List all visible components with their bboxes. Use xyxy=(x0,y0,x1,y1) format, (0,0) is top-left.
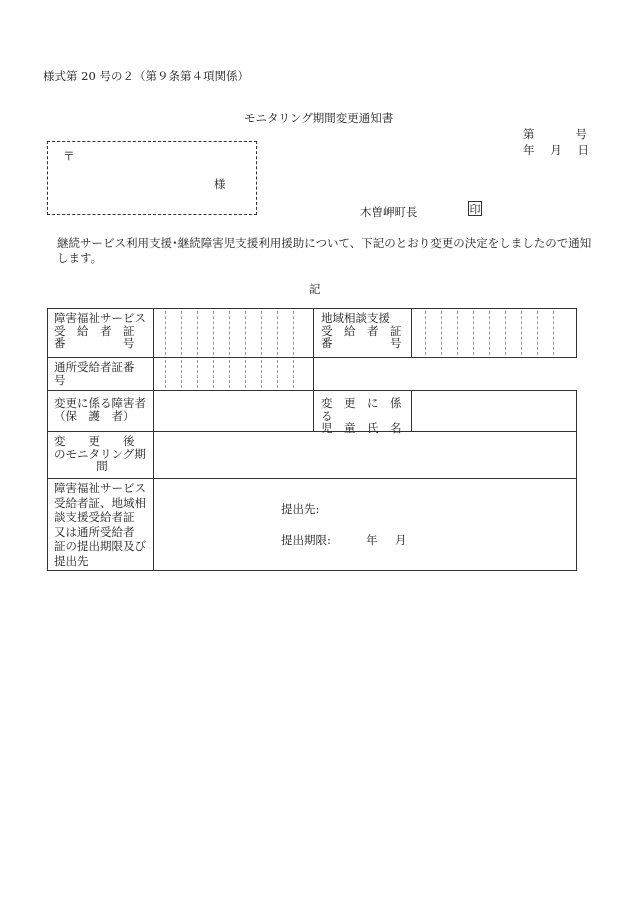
commute-cert-label-line1: 通所受給者証番 xyxy=(54,360,135,374)
deadline-month: 月 xyxy=(395,533,407,547)
seal-stamp: 印 xyxy=(469,203,481,216)
recipient-honorific: 様 xyxy=(214,177,226,191)
community-cert-label-cell xyxy=(313,308,412,358)
notice-table xyxy=(47,308,577,571)
submission-label-line6: 提出先 xyxy=(54,553,89,568)
child-name-field[interactable] xyxy=(411,390,577,432)
submission-label-line3: 談支援受給者証 xyxy=(54,510,135,524)
submission-label-line5: 証の提出期限及び xyxy=(54,539,146,553)
guardian-label-cell xyxy=(47,390,154,432)
child-name-label-line1: 変 更 に 係 る xyxy=(321,396,413,423)
form-number: 様式第 20 号の２（第９条第４項関係） xyxy=(43,69,249,83)
welfare-cert-label-cell xyxy=(47,308,154,358)
guardian-label-line2: （保 護 者） xyxy=(54,408,135,423)
submission-label-line4: 又は通所受給者 xyxy=(54,524,135,539)
submit-to-label: 提出先: xyxy=(281,502,320,516)
guardian-name-field[interactable] xyxy=(153,390,314,432)
monitoring-period-label-cell xyxy=(47,431,154,479)
community-cert-number-field[interactable] xyxy=(411,308,577,358)
submission-label-line1: 障害福祉サービス xyxy=(54,481,146,495)
sender-name: 木曽岬町長 xyxy=(360,205,418,219)
monitoring-period-field[interactable] xyxy=(153,431,577,479)
recipient-address-box xyxy=(47,141,257,215)
date-year: 年 xyxy=(523,143,535,157)
community-cert-label-line2: 受 給 者 証 xyxy=(321,323,402,338)
welfare-cert-label-line2: 受 給 者 証 xyxy=(54,323,135,338)
date-day: 日 xyxy=(577,143,589,157)
postal-mark: 〒 xyxy=(63,149,75,163)
welfare-cert-label-line3: 番 号 xyxy=(54,336,135,350)
commute-cert-label-line2: 号 xyxy=(54,372,66,387)
monitoring-period-label-line1: 変 更 後 xyxy=(54,434,135,448)
monitoring-period-label-line3: 間 xyxy=(96,459,108,473)
child-name-label-cell xyxy=(313,390,413,435)
welfare-cert-label-line1: 障害福祉サービス xyxy=(54,311,146,325)
deadline-year: 年 xyxy=(366,533,378,547)
document-number-line xyxy=(523,126,587,142)
ki-heading: 記 xyxy=(309,282,321,296)
community-cert-label-line3: 番 号 xyxy=(321,336,402,350)
issue-date-line xyxy=(523,142,589,158)
submission-label-cell xyxy=(47,478,154,571)
notice-body-text: 継続サービス利用支援･継続障害児支援利用援助について、下記のとおり変更の決定をしましたので通知します。 xyxy=(57,236,592,265)
deadline-label: 提出期限: xyxy=(281,533,331,547)
welfare-cert-number-field[interactable] xyxy=(153,308,314,358)
guardian-label-line1: 変更に係る障害者 xyxy=(54,396,146,410)
submission-label-line2: 受給者証、地域相 xyxy=(54,495,146,510)
date-month: 月 xyxy=(550,143,562,157)
commute-cert-number-field[interactable] xyxy=(153,357,314,391)
document-title: モニタリング期間変更通知書 xyxy=(244,111,394,125)
child-name-label-line2: 児 童 氏 名 xyxy=(321,421,402,435)
monitoring-period-label-line2: のモニタリング期 xyxy=(54,446,146,461)
community-cert-label-line1: 地域相談支援 xyxy=(321,311,390,325)
commute-cert-label-cell xyxy=(47,357,154,391)
submission-detail-cell xyxy=(153,478,577,571)
number-suffix: 号 xyxy=(575,127,587,141)
number-prefix: 第 xyxy=(523,127,535,141)
